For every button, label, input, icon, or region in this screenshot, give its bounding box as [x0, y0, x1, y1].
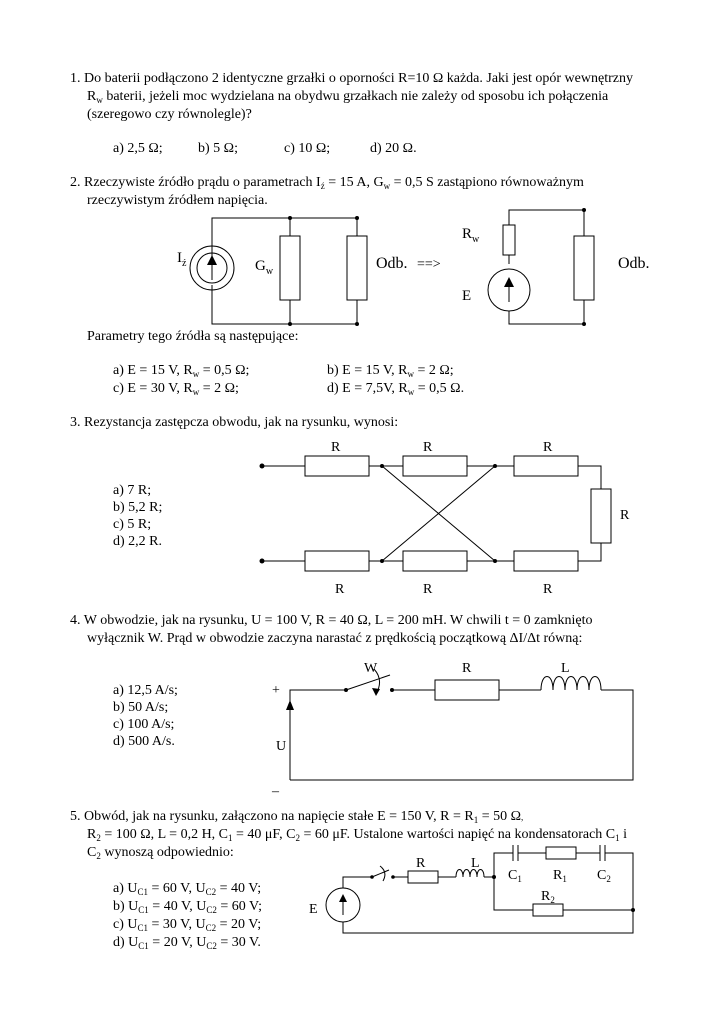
l-label: L [471, 856, 480, 871]
q2-answer-b: b) E = 15 V, $R_w = 2$ Ω; [327, 363, 454, 379]
q5-inductor [456, 870, 484, 878]
l-label: L [561, 661, 570, 676]
r-label-top-1: R [331, 440, 341, 455]
e-label: E [309, 902, 318, 917]
iz-label: $I_ź$ [177, 250, 187, 269]
q2-answer-a: a) E = 15 V, $R_w = 0,5$ Ω; [113, 363, 250, 379]
odb1-label: Odb. [376, 255, 408, 272]
q4-answer-c: c) 100 A/s; [113, 717, 175, 732]
c1-label: $C_1$ [508, 868, 522, 884]
q1-answer-c: c) 10 Ω; [284, 141, 331, 156]
q5-text-line1: 5. Obwód, jak na rysunku, załączono na napięcie stałe E = 150 V, $R = R_1 = 50$ Ω, [70, 809, 524, 825]
q5-resistor-r [408, 871, 438, 883]
r-label: R [462, 661, 472, 676]
r-label-top-3: R [543, 440, 553, 455]
q2-params-text: Parametry tego źródła są następujące: [87, 329, 299, 344]
q5-text-line3: $C_2$ wynoszą odpowiednio: [87, 845, 234, 861]
q3-question: 3. Rezystancja zastępcza obwodu, jak na rysunku, wynosi: [70, 415, 399, 430]
q5-answer-d: d) $U_{C1} = 20$ V, $U_{C2} = 30$ V. [113, 935, 261, 951]
u-label: U [276, 739, 287, 754]
q4-answer-a: a) 12,5 A/s; [113, 683, 178, 698]
q4-answer-b: b) 50 A/s; [113, 700, 169, 715]
r1-label: $R_1$ [553, 868, 567, 884]
minus-label: – [272, 784, 279, 799]
gw-label: $G_w$ [255, 258, 274, 277]
r-label-bottom-1: R [335, 582, 345, 597]
q1-answer-b: b) 5 Ω; [198, 141, 238, 156]
q3-answer-b: b) 5,2 R; [113, 500, 163, 515]
q2-answer-d: d) E = 7,5V, $R_w = 0,5$ Ω. [327, 381, 465, 397]
q4-answer-d: d) 500 A/s. [113, 734, 175, 749]
q2-answer-c: c) E = 30 V, $R_w = 2$ Ω; [113, 381, 239, 397]
q4-text-line1: 4. W obwodzie, jak na rysunku, U = 100 V, R = 40 Ω, L = 200 mH. W chwili t = 0 zamknięto [70, 613, 593, 628]
r-label: R [416, 856, 426, 871]
q4-text-line2: wyłącznik W. Prąd w obwodzie zaczyna narastać z prędkością początkową ΔI/Δt równą: [87, 631, 583, 646]
w-label: W [364, 661, 378, 676]
q1-text-line1: 1. Do baterii podłączono 2 identyczne grzałki o oporności R=10 Ω każda. Jaki jest opór wewnętrzny [70, 71, 633, 86]
c2-label: $C_2$ [597, 868, 611, 884]
e-label: E [462, 288, 472, 304]
q1-answer-d: d) 20 Ω. [370, 141, 417, 156]
r-label-bottom-3: R [543, 582, 553, 597]
r1-resistor [546, 847, 576, 859]
transform-arrow: ==> [417, 257, 441, 272]
rw-label: $R_w$ [462, 226, 480, 245]
switch-blade [372, 870, 389, 877]
q2-text-line2: rzeczywistym źródłem napięcia. [87, 193, 268, 208]
q3-answer-d: d) 2,2 R. [113, 534, 162, 549]
odb2-label: Odb. [618, 255, 650, 272]
r2-label: $R_2$ [541, 889, 555, 905]
q1-text-line2: $R_w$ baterii, jeżeli moc wydzielana na obydwu grzałkach nie zależy od sposobu ich połączenia [87, 89, 609, 105]
r-label-right: R [620, 508, 630, 523]
plus-label: + [272, 683, 280, 698]
q5-answer-a: a) $U_{C1} = 60$ V, $U_{C2} = 40$ V; [113, 881, 262, 897]
q3-answer-a: a) 7 R; [113, 483, 152, 498]
q1-answer-a: a) 2,5 Ω; [113, 141, 163, 156]
q5-text-line2: $R_2 = 100$ Ω, L = 0,2 H, $C_1 = 40$ μF, $C_2 = 60$ μF. Ustalone wartości napięć na kondensatorach $C_1$ i [87, 827, 628, 843]
q5-answer-c: c) $U_{C1} = 30$ V, $U_{C2} = 20$ V; [113, 917, 262, 933]
q2-text-line1: 2. Rzeczywiste źródło prądu o parametrach $I_ź = 15$ A, $G_w = 0,5$ S zastąpiono równoważnym [70, 175, 584, 191]
r2-resistor [533, 904, 563, 916]
r-label-bottom-2: R [423, 582, 433, 597]
q1-text-line3: (szeregowo czy równolegle)? [87, 107, 252, 122]
q3-answer-c: c) 5 R; [113, 517, 152, 532]
q5-answer-b: b) $U_{C1} = 40$ V, $U_{C2} = 60$ V; [113, 899, 262, 915]
r-label-top-2: R [423, 440, 433, 455]
